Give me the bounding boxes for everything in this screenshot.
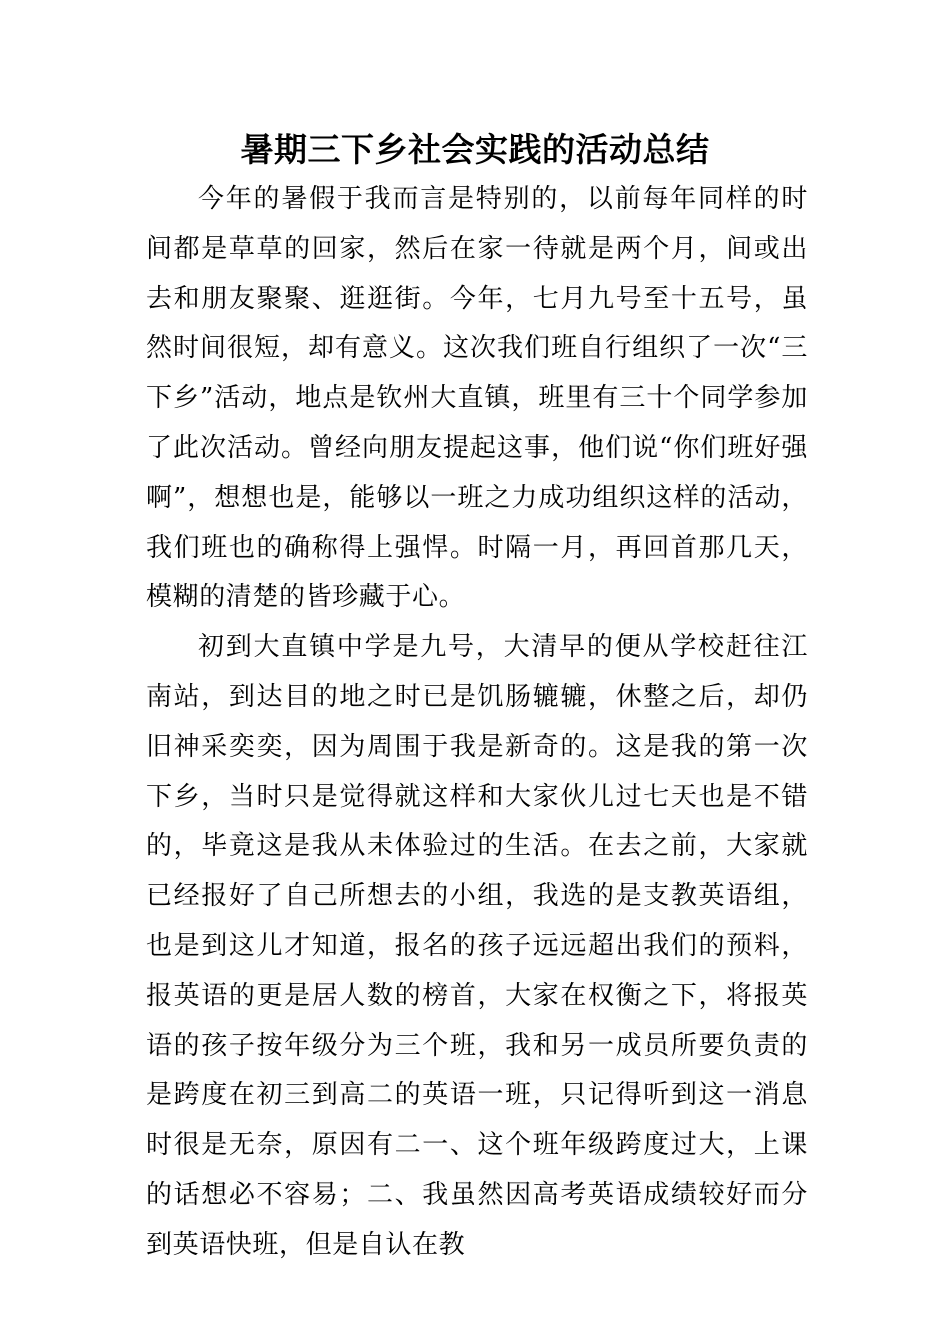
paragraph-2: 初到大直镇中学是九号，大清早的便从学校赶往江南站，到达目的地之时已是饥肠辘辘，休整之后，却仍旧神采奕奕，因为周围于我是新奇的。这是我的第一次下乡，当时只是觉得就这样和大家伙儿过七天也是不错的，毕竟这是我从未体验过的生活。在去之前，大家就已经报好了自己所想去的小组，我选的是支教英语组，也是到这儿才知道，报名的孩子远远超出我们的预料，报英语的更是居人数的榜首，大家在权衡之下，将报英语的孩子按年级分为三个班，我和另一成员所要负责的是跨度在初三到高二的英语一班，只记得听到这一消息时很是无奈，原因有二一、这个班年级跨度过大，上课的话想必不容易；二、我虽然因高考英语成绩较好而分到英语快班，但是自认在教 [146, 632, 808, 1260]
document-title: 暑期三下乡社会实践的活动总结 [240, 130, 710, 169]
document-body [146, 175, 808, 1271]
paragraph-1: 今年的暑假于我而言是特别的，以前每年同样的时间都是草草的回家，然后在家一待就是两个月，间或出去和朋友聚聚、逛逛街。今年，七月九号至十五号，虽然时间很短，却有意义。这次我们班自行组织了一次“三下乡”活动，地点是钦州大直镇，班里有三十个同学参加了此次活动。曾经向朋友提起这事，他们说“你们班好强啊”，想想也是，能够以一班之力成功组织这样的活动，我们班也的确称得上强悍。时隔一月，再回首那几天，模糊的清楚的皆珍藏于心。 [146, 184, 808, 613]
